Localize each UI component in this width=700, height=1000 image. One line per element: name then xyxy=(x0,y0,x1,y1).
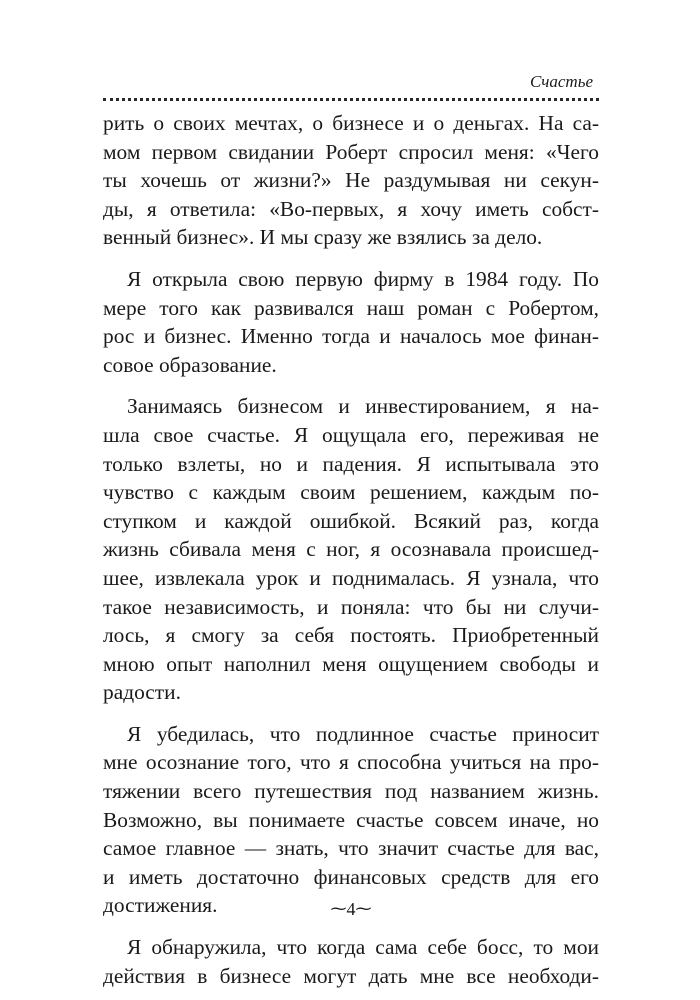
paragraph-5 xyxy=(103,933,599,990)
text-line: Возможно, вы понимаете счастье совсем иначе, но xyxy=(103,807,599,832)
text-line: рить о своих мечтах, о бизнесе и о деньгах. На са- xyxy=(103,111,599,135)
text-line: шее, извлекала урок и поднималась. Я узнала, что xyxy=(103,565,599,590)
paragraph-2 xyxy=(103,265,599,379)
text-line: жизнь сбивала меня с ног, я осознавала происшед- xyxy=(103,537,599,562)
text-line: ды, я ответила: «Во-первых, я хочу иметь собст- xyxy=(103,196,599,221)
paragraph-4 xyxy=(103,720,599,920)
text-line: действия в бизнесе могут дать мне все необходи- xyxy=(103,963,599,988)
text-line: венный бизнес». И мы сразу же взялись за дело. xyxy=(103,225,543,250)
body-text xyxy=(103,109,599,990)
text-line: Я обнаружила, что когда сама себе босс, то мои xyxy=(127,935,599,960)
header-dotted-rule xyxy=(103,98,599,101)
paragraph-3 xyxy=(103,392,599,707)
text-line: мною опыт наполнил меня ощущением свободы и xyxy=(103,651,599,676)
text-line: рос и бизнес. Именно тогда и началось мое финан- xyxy=(103,324,599,349)
text-line: радости. xyxy=(103,680,181,705)
page-number-footer xyxy=(103,898,599,921)
text-line: ты хочешь от жизни?» Не раздумывая ни секун- xyxy=(103,168,599,193)
text-line: лось, я смогу за себя постоять. Приобретенный xyxy=(103,623,599,648)
text-line: самое главное — знать, что значит счастье для вас, xyxy=(103,836,599,861)
text-line: такое независимость, и поняла: что бы ни случи- xyxy=(103,594,599,619)
text-line: Занимаясь бизнесом и инвестированием, я на- xyxy=(127,394,599,419)
page-number: 4 xyxy=(346,899,356,919)
text-line: совое образование. xyxy=(103,352,277,377)
text-line: шла свое счастье. Я ощущала его, переживая не xyxy=(103,422,599,447)
running-header: Счастье xyxy=(529,72,593,91)
text-line: тяжении всего путешествия под названием жизнь. xyxy=(103,779,599,804)
text-line: ступком и каждой ошибкой. Всякий раз, когда xyxy=(103,508,599,533)
book-page xyxy=(103,72,599,988)
text-line: Я убедилась, что подлинное счастье приносит xyxy=(127,721,599,746)
text-line: Я открыла свою первую фирму в 1984 году. По xyxy=(127,266,599,291)
text-line: мне осознание того, что я способна учиться на про- xyxy=(103,750,599,775)
ornament-right-icon: ⁓ xyxy=(355,901,372,918)
ornament-left-icon: ⁓ xyxy=(330,901,347,918)
text-line: мере того как развивался наш роман с Робертом, xyxy=(103,295,599,320)
text-line: мом первом свидании Роберт спросил меня: «Чего xyxy=(103,139,599,164)
text-line: чувство с каждым своим решением, каждым по- xyxy=(103,480,599,505)
text-line: только взлеты, но и падения. Я испытывала это xyxy=(103,451,599,476)
paragraph-1 xyxy=(103,109,599,252)
text-line: и иметь достаточно финансовых средств для его xyxy=(103,864,599,889)
text-line: достижения. xyxy=(103,893,218,918)
